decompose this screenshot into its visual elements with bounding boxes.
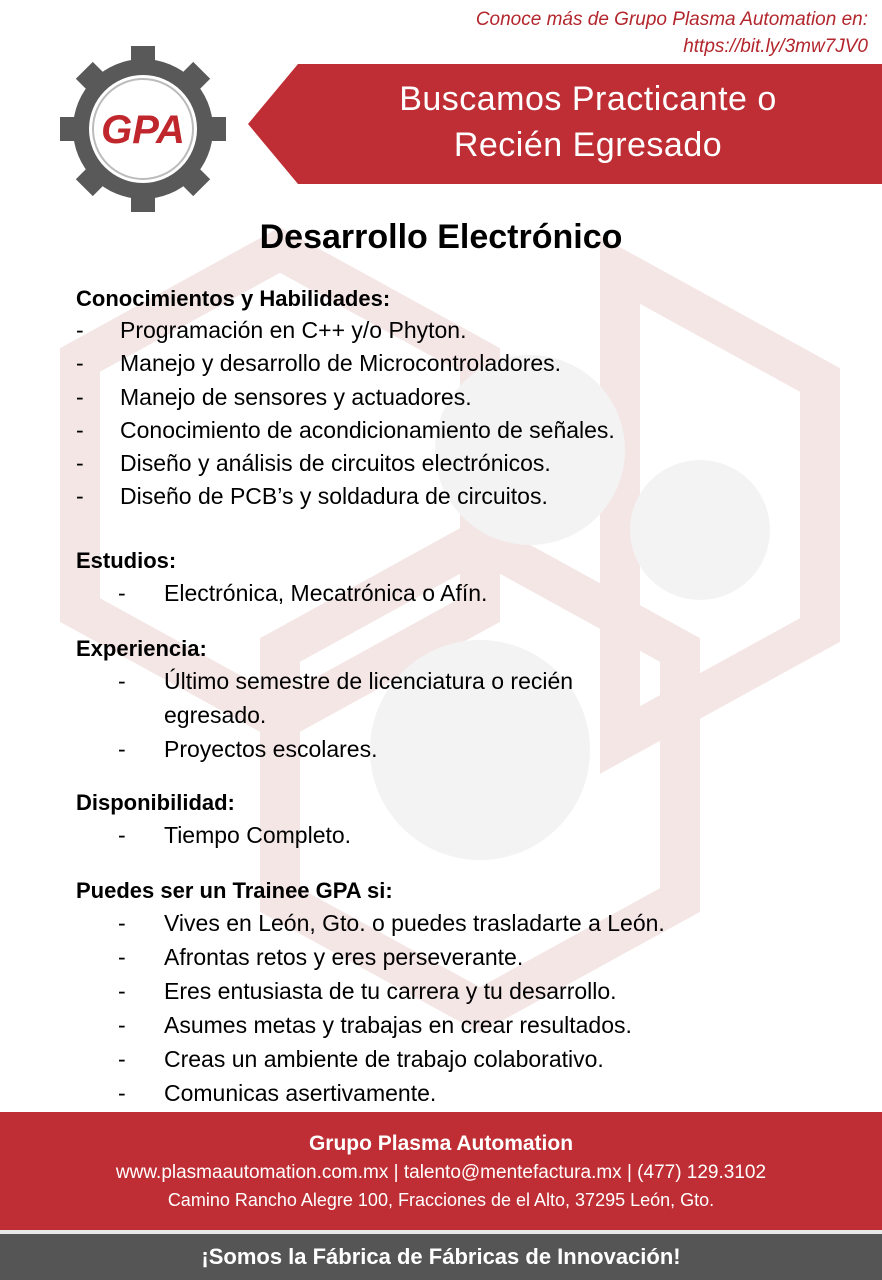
promo-link[interactable]: https://bit.ly/3mw7JV0 [683, 36, 868, 57]
list-item: - Creas un ambiente de trabajo colaborativo. [118, 1046, 604, 1072]
studies-title: Estudios: [76, 548, 177, 573]
list-item: - Diseño y análisis de circuitos electrónicos. [76, 450, 551, 477]
list-item: - Afrontas retos y eres perseverante. [118, 944, 524, 970]
list-item: - Asumes metas y trabajas en crear resultados. [118, 1012, 632, 1038]
footer-address: Camino Rancho Alegre 100, Fracciones de el Alto, 37295 León, Gto. [167, 1190, 715, 1210]
list-item: - Vives en León, Gto. o puedes trasladarte a León. [118, 910, 665, 936]
trainee-section [76, 876, 665, 1110]
list-item: - Tiempo Completo. [118, 822, 352, 848]
list-item: - Eres entusiasta de tu carrera y tu desarrollo. [118, 978, 617, 1004]
list-item-continuation: egresado. [164, 702, 267, 728]
gpa-logo [58, 44, 228, 214]
job-title: Desarrollo Electrónico [259, 218, 623, 256]
availability-title: Disponibilidad: [76, 790, 235, 815]
logo-text: GPA [101, 108, 185, 152]
banner-line-2: Recién Egresado [453, 126, 723, 164]
experience-section [76, 634, 573, 766]
list-item: - Manejo de sensores y actuadores. [76, 383, 472, 410]
trainee-title: Puedes ser un Trainee GPA si: [76, 878, 393, 903]
banner-title [308, 76, 868, 168]
availability-section [76, 788, 351, 852]
list-item: - Manejo y desarrollo de Microcontroladores. [76, 350, 562, 377]
header-banner [248, 64, 882, 184]
skills-title: Conocimientos y Habilidades: [76, 286, 391, 311]
list-item: - Conocimiento de acondicionamiento de señales. [76, 416, 615, 443]
footer-contact[interactable]: www.plasmaautomation.com.mx | talento@mentefactura.mx | (477) 129.3102 [115, 1162, 767, 1183]
list-item: - Programación en C++ y/o Phyton. [76, 317, 467, 343]
list-item: - Proyectos escolares. [118, 736, 378, 762]
promo-text [476, 6, 868, 60]
studies-section [76, 546, 487, 610]
list-item: - Diseño de PCB’s y soldadura de circuitos. [76, 483, 548, 510]
skills-section [76, 284, 615, 514]
footer-company: Grupo Plasma Automation [308, 1132, 574, 1155]
list-item: - Comunicas asertivamente. [118, 1080, 437, 1106]
list-item: - Electrónica, Mecatrónica o Afín. [118, 580, 488, 606]
banner-line-1: Buscamos Practicante o [399, 80, 777, 118]
promo-line: Conoce más de Grupo Plasma Automation en: [475, 9, 868, 30]
slogan-bar: ¡Somos la Fábrica de Fábricas de Innovación! [0, 1230, 882, 1280]
footer [0, 1112, 882, 1230]
experience-title: Experiencia: [76, 636, 207, 661]
list-item: - Último semestre de licenciatura o recién [118, 668, 574, 694]
